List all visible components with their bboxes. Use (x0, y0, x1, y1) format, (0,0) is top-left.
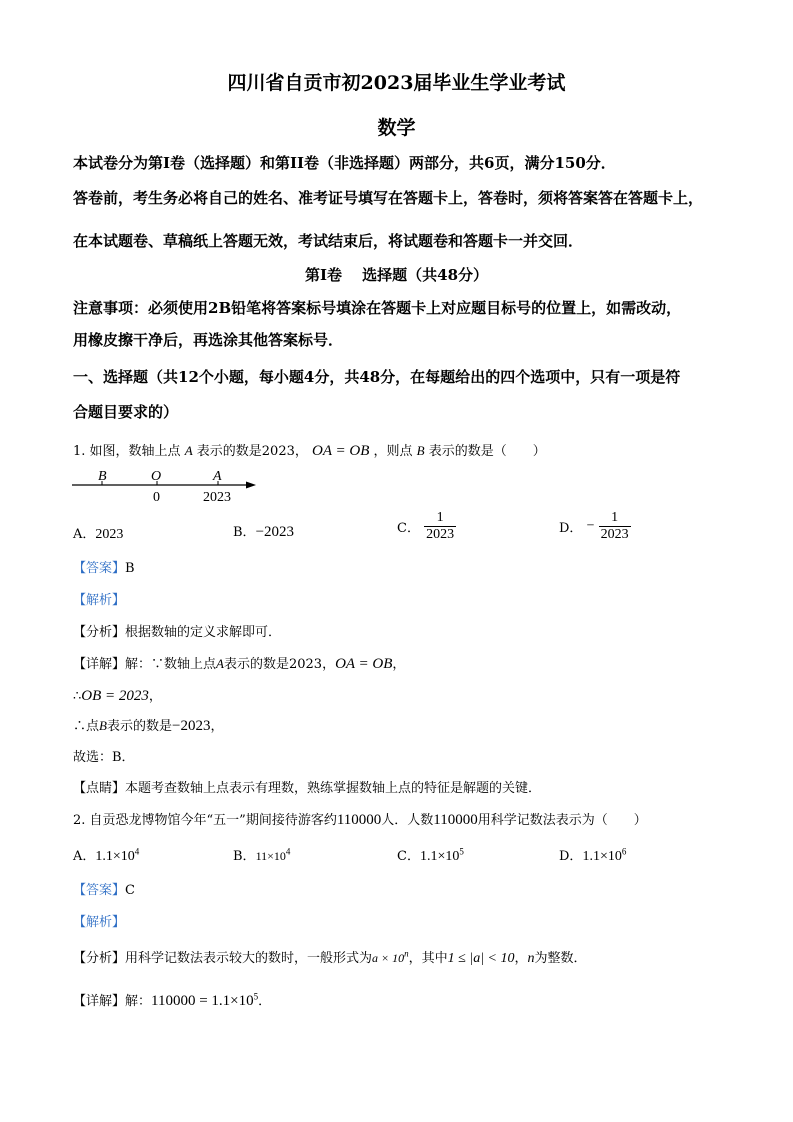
axis-label-B: B (98, 469, 107, 484)
q2-option-c[interactable]: C．$1.1\times 10^5$ (397, 846, 464, 864)
exam-title: 四川省自贡市初2023届毕业生学业考试 (227, 72, 566, 94)
axis-label-O: O (151, 469, 162, 484)
q1-dianjing: 【点睛】本题考查数轴上点表示有理数，熟练掌握数轴上点的特征是解题的关键． (73, 781, 542, 796)
intro-line-1: 本试卷分为第I卷（选择题）和第II卷（非选择题）两部分，共6页，满分150分． (73, 154, 616, 172)
q1-analysis: 【分析】根据数轴的定义求解即可． (73, 625, 282, 640)
q2-answer: 【答案】C (73, 883, 135, 898)
notice-line-2: 用橡皮擦干净后，再选涂其他答案标号． (73, 331, 344, 349)
q1-detail-3: ∴点B表示的数是−2023， (73, 718, 224, 734)
q2-option-b[interactable]: B．$11\times 10^4$ (233, 846, 291, 864)
q2-jiexi-tag: 【解析】 (73, 915, 126, 930)
intro-line-2: 答卷前，考生务必将自己的姓名、准考证号填写在答题卡上，答卷时，须将答案答在答题卡上， (73, 189, 704, 207)
q2-option-d[interactable]: D．$1.1\times 10^6$ (559, 846, 627, 864)
q2-stem: 2. 自贡恐龙博物馆今年“五一”期间接待游客约110000人．人数110000用科学记数法表示为（ ） (73, 812, 647, 828)
q1-option-a[interactable]: A．2023 (73, 527, 124, 542)
q2-analysis: 【分析】用科学记数法表示较大的数时，一般形式为$a \times 10^n$，其中1 ≤ |a| < 10，n为整数． (73, 948, 587, 966)
number-line-figure (70, 466, 260, 506)
part1-heading: 第I卷 选择题（共48分） (304, 266, 489, 284)
q1-jiexi-tag: 【解析】 (73, 593, 126, 608)
q1-stem: 1. 如图，数轴上点 A 表示的数是2023， OA = OB ，则点 B 表示的数是（ ） (73, 443, 546, 459)
q1-detail-1: 【详解】解：∵数轴上点A表示的数是2023，OA = OB， (73, 656, 406, 672)
q1-equation: OA = OB (312, 443, 370, 459)
q2-detail: 【详解】解：$110000 = 1.1\times 10^5$． (73, 991, 272, 1009)
q1-detail-2: ∴OB = 2023， (73, 688, 162, 704)
axis-label-A: A (213, 469, 222, 484)
axis-value-2023: 2023 (203, 490, 231, 505)
axis-value-0: 0 (153, 490, 160, 505)
section-heading-2: 合题目要求的） (73, 403, 179, 421)
notice-line-1: 注意事项：必须使用2B铅笔将答案标号填涂在答题卡上对应题目标号的位置上，如需改动， (73, 299, 682, 317)
q2-option-a[interactable]: A．$1.1\times 10^4$ (73, 846, 140, 864)
subject-title: 数学 (377, 117, 416, 139)
q1-detail-4: 故选：B． (73, 750, 135, 765)
intro-line-3: 在本试题卷、草稿纸上答题无效，考试结束后，将试题卷和答题卡一并交回． (73, 232, 584, 250)
q1-option-b[interactable]: B．−2023 (233, 524, 295, 540)
q1-answer: 【答案】B (73, 561, 135, 576)
section-heading-1: 一、选择题（共12个小题，每小题4分，共48分，在每题给出的四个选项中，只有一项是符 (73, 368, 681, 386)
q1-option-d[interactable]: D． − $\frac{1}{2023}$ (559, 510, 629, 542)
q1-option-c[interactable]: C． $\frac{1}{2023}$ (397, 510, 455, 542)
